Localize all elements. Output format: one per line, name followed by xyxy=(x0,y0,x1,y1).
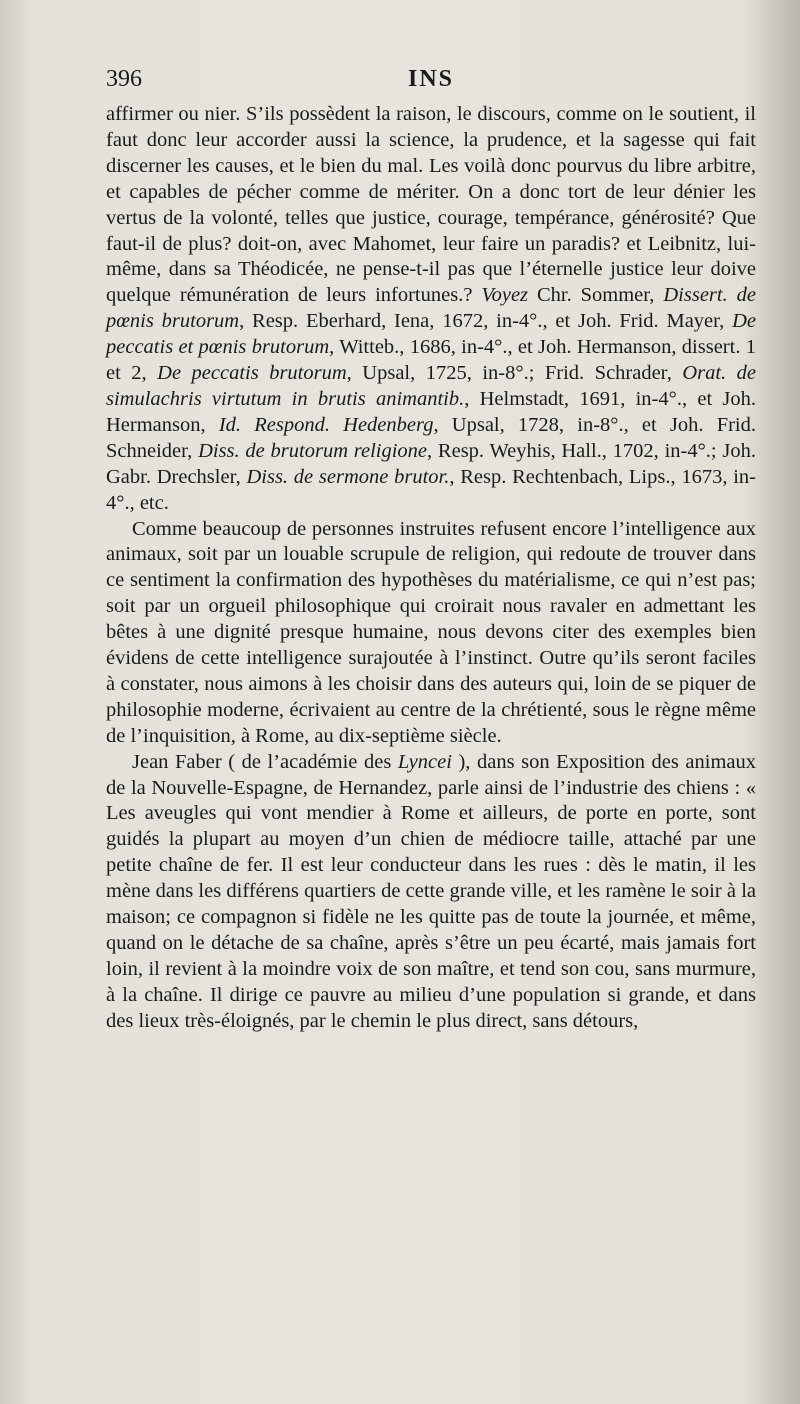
italic-text: Lyncei xyxy=(397,750,452,773)
text-run: Jean Faber ( de l’académie des xyxy=(132,750,398,773)
body-text xyxy=(106,102,756,1035)
italic-text: De peccatis brutorum xyxy=(157,362,347,385)
text-run: affirmer ou nier. S’ils possèdent la raison, le discours, comme on le soutient, il faut donc leur accorder aussi la science, la prudence, et la sagesse qui fait discerner les causes, et le bien du mal. Les voilà donc pourvus du libre arbitre, et capables de pécher comme de mériter. On a donc tort de leur dénier les vertus de la volonté, telles que justice, courage, tempérance, générosité? Que faut-il de plus? doit-on, avec Mahomet, leur faire un paradis? et Leibnitz, lui-même, dans sa Théodicée, ne pense-t-il pas que l’éternelle justice leur doive quelque rémunération de leurs infortunes.? xyxy=(106,103,756,307)
text-run: , Resp. Eberhard, Iena, 1672, in-4°., et Joh. Frid. Mayer, xyxy=(239,310,733,333)
running-head: INS xyxy=(408,66,455,92)
text-run: Comme beaucoup de personnes instruites refusent encore l’intelligence aux animaux, soit par un louable scrupule de religion, qui redoute de trouver dans ce sentiment la confirmation des hypothèses du matérialisme, ce qui n’est pas; soit par un orgueil philosophique qui croirait nous ravaler en admettant les bêtes à une dignité presque humaine, nous devons citer des exemples bien évidens de cette intelligence surajoutée à l’instinct. Outre qu’ils seront faciles à constater, nous aimons à les choisir dans des auteurs qui, loin de se piquer de philosophie moderne, écrivaient au centre de la chrétienté, sous le règne même de l’inquisition, à Rome, au dix-septième siècle. xyxy=(106,517,756,747)
text-run: , Helmstadt, 1691, in-4°., et Joh. Hermanson, xyxy=(106,387,756,436)
italic-text: Voyez xyxy=(481,284,529,307)
text-run: ), dans son Exposition des animaux de la Nouvelle-Espagne, de Hernandez, parle ainsi de l’industrie des chiens : « Les aveugles qui vont mendier à Rome et ailleurs, de porte en porte, sont guidés la plupart au moyen d’un chien de médiocre taille, attaché par une petite chaîne de fer. Il est leur conducteur dans les rues : dès le matin, il les mène dans les différens quartiers de cette grande ville, et les ramène le soir à la maison; ce compagnon si fidèle ne les quitte pas de toute la journée, et même, quand on le détache de sa chaîne, après s’être un peu écarté, mais jamais fort loin, il revient à la moindre voix de son maître, et tend son cou, sans murmure, à la chaîne. Il dirige ce pauvre au milieu d’une population si grande, et dans des lieux très-éloignés, par le chemin le plus direct, sans détours, xyxy=(106,750,757,1032)
page-header xyxy=(106,66,760,100)
text-run: , Upsal, 1728, in-8°., et Joh. Frid. Schneider, xyxy=(106,413,756,462)
paragraph xyxy=(106,750,756,1035)
text-run: , Witteb., 1686, in-4°., et Joh. Hermanson, dissert. 1 et 2, xyxy=(106,336,756,385)
italic-text: Id. Respond. Hedenberg xyxy=(218,413,434,436)
paragraph xyxy=(106,517,756,750)
page-number: 396 xyxy=(106,66,142,92)
text-run: Chr. Sommer, xyxy=(528,284,664,307)
italic-text: Diss. de brutorum religione xyxy=(198,439,428,462)
text-run: , Resp. Weyhis, Hall., 1702, in-4°.; Joh. Gabr. Drechsler, xyxy=(106,439,756,488)
italic-text: Orat. de simulachris virtutum in brutis animantib. xyxy=(106,362,757,410)
italic-text: Diss. de sermone brutor. xyxy=(246,465,450,488)
text-run: , Upsal, 1725, in-8°.; Frid. Schrader, xyxy=(346,362,683,385)
italic-text: De peccatis et pœnis brutorum xyxy=(106,310,756,359)
text-run: , Resp. Rechtenbach, Lips., 1673, in-4°., etc. xyxy=(106,465,756,514)
italic-text: Dissert. de pœnis brutorum xyxy=(106,284,756,333)
paragraph xyxy=(106,102,756,517)
